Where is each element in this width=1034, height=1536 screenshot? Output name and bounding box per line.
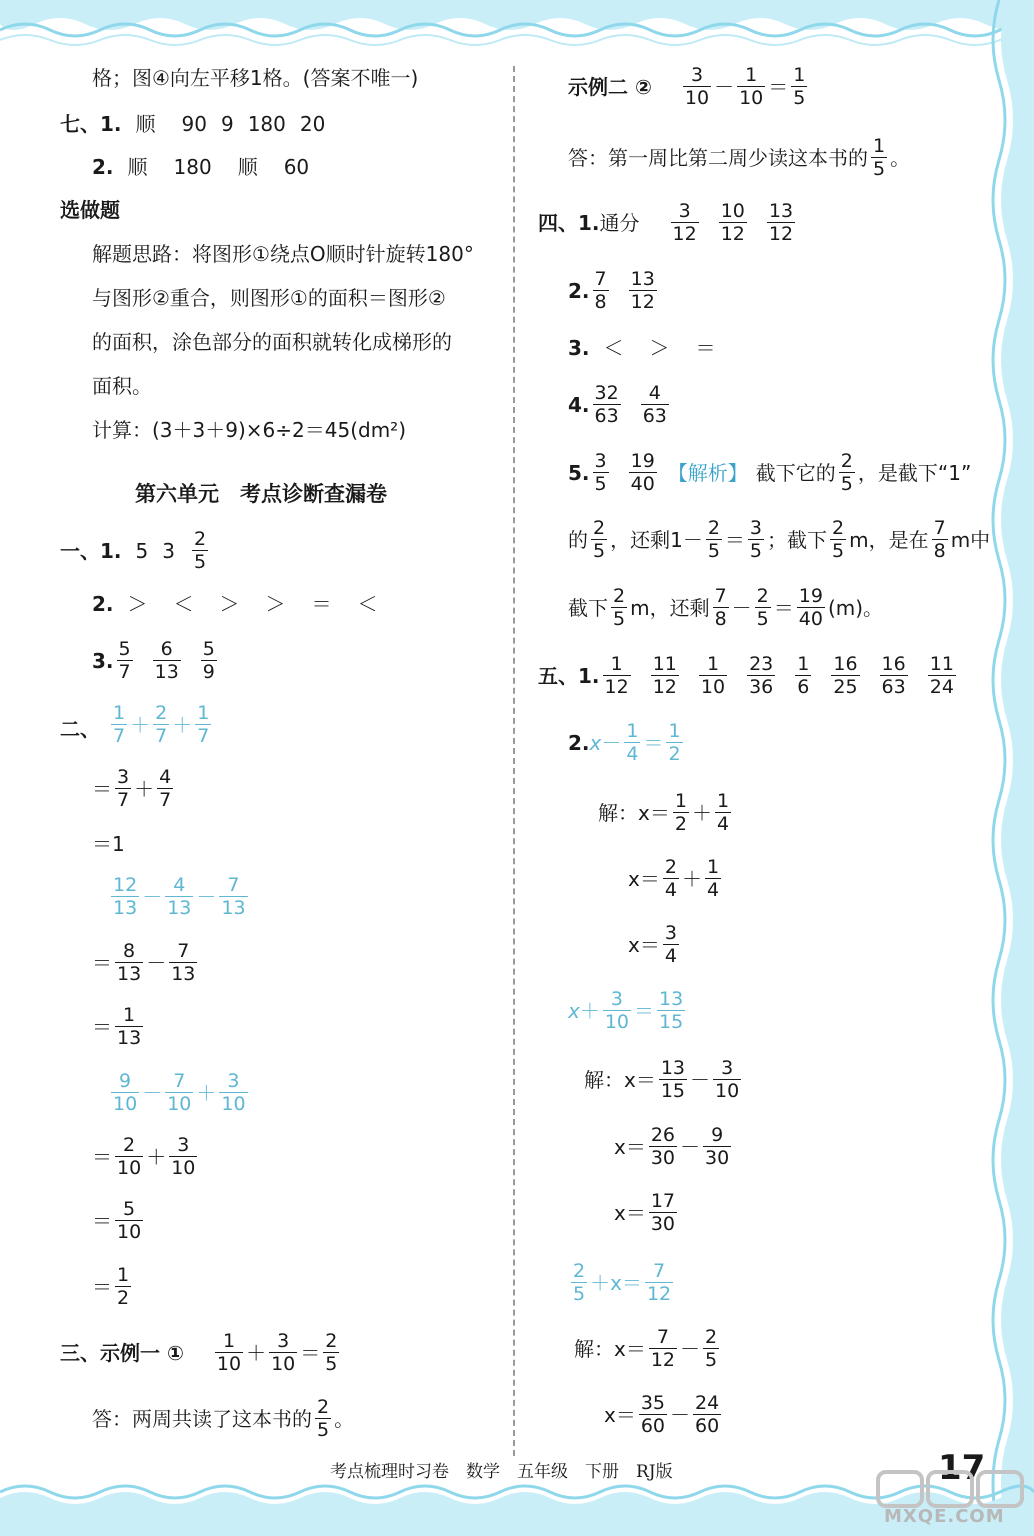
answer-3-text: 答：两周共读了这本书的 2 5 。 — [92, 1396, 355, 1441]
q7-2-item: 顺 — [127, 155, 148, 179]
q7-1-item: 180 — [247, 112, 286, 136]
q1-1-head: 一、1. — [60, 538, 122, 563]
answer-7-2 — [92, 153, 309, 181]
q1-1-a: 5 — [135, 538, 149, 563]
answer-5-2-eq2: x ＋ 3 10 ＝ 13 15 — [568, 988, 684, 1033]
q1-2-sign: ＜ — [357, 592, 378, 616]
q7-2-item: 顺 — [237, 155, 258, 179]
q1-3-head: 3. — [92, 648, 114, 673]
answer-3-example-1: 三、示例一 ① 1 10 ＋ 3 10 ＝ 2 5 — [60, 1330, 338, 1375]
answer-1-1 — [60, 528, 211, 573]
q7-1-head: 七、1. — [60, 112, 122, 136]
fraction: 2 5 — [193, 528, 207, 573]
q1-2-sign: ＝ — [311, 592, 332, 616]
answer-4-3: 3. ＜ ＞ ＝ — [568, 336, 716, 360]
solution-step: x＝ 26 30 － 9 30 — [614, 1124, 730, 1169]
solution-step: x＝ 3 4 — [628, 922, 677, 967]
footer-title: 考点梳理时习卷 数学 五年级 下册 RJ版 — [330, 1462, 673, 1482]
answer-4-1: 四、1. 通分 3 12 10 12 13 12 — [538, 200, 794, 245]
q2-head: 二、 — [60, 717, 100, 741]
q1-2-sign: ＞ — [265, 592, 286, 616]
q2-expression-3: 9 10 － 7 10 ＋ 3 10 — [113, 1070, 246, 1115]
q2-step: ＝ 8 13 － 7 13 — [92, 940, 196, 985]
calculation-line: 计算：(3＋3＋9)×6÷2＝45(dm²) — [92, 418, 406, 442]
answer-4-4: 4. 32 63 4 63 — [568, 382, 667, 427]
q7-1-item: 顺 — [135, 112, 156, 136]
analysis-tag: 【解析】 — [667, 460, 748, 485]
answer-5-1: 五、1. 1 12 11 12 1 10 23 36 1 6 16 25 16 63 11 24 — [538, 653, 954, 698]
answer-3-text-2: 答：第一周比第二周少读这本书的 1 5 。 — [568, 135, 911, 180]
top-wave-border — [0, 0, 1034, 52]
left-line-1: 格；图④向左平移1格。(答案不唯一) — [92, 66, 419, 90]
solution-step: x＝ 2 4 ＋ 1 4 — [628, 856, 720, 901]
answer-5-2-eq3: 2 5 ＋x＝ 7 12 — [573, 1260, 672, 1305]
solution-step: x＝ 17 30 — [614, 1190, 676, 1235]
q7-2-item: 60 — [283, 155, 310, 179]
answer-7-1 — [60, 110, 325, 138]
q1-2-head: 2. — [92, 592, 114, 616]
q2-step: ＝1 — [92, 832, 125, 856]
answer-4-5: 5. 3 5 19 40 【解析】 截下它的 2 5 ，是截下“1” — [568, 450, 972, 495]
q7-2-item: 180 — [173, 155, 212, 179]
q7-2-head: 2. — [92, 155, 114, 179]
answer-1-3 — [92, 638, 220, 683]
unit-title: 第六单元 考点诊断查漏卷 — [135, 482, 387, 506]
explanation-line-4: 面积。 — [92, 374, 152, 398]
answer-1-2 — [92, 590, 378, 618]
fraction: 5 9 — [202, 638, 215, 683]
solution-step: 解：x＝ 1 2 ＋ 1 4 — [598, 790, 730, 835]
page-number: 17 — [938, 1448, 986, 1488]
explanation-line-2: 与图形②重合，则图形①的面积＝图形② — [92, 286, 446, 310]
explanation-line-1: 解题思路：将图形①绕点O顺时针旋转180° — [92, 242, 474, 266]
q1-2-sign: ＜ — [173, 592, 194, 616]
q2-step: ＝ 1 13 — [92, 1004, 142, 1049]
solution-step: 解：x＝ 7 12 － 2 5 — [574, 1326, 718, 1371]
column-divider — [513, 66, 515, 1456]
solution-step: x＝ 35 60 － 24 60 — [604, 1392, 720, 1437]
answer-5-2-eq1: 2. x － 1 4 ＝ 1 2 — [568, 720, 681, 765]
explanation-line-3: 的面积，涂色部分的面积就转化成梯形的 — [92, 330, 452, 354]
q7-1-item: 9 — [220, 112, 234, 136]
analysis-line-3: 截下 2 5 m，还剩 7 8 － 2 5 ＝ 19 40 (m)。 — [568, 585, 884, 630]
analysis-line-2: 的 2 5 ，还剩1－ 2 5 ＝ 3 5 ；截下 2 5 m，是在 7 8 m中 — [568, 517, 991, 562]
right-wave-border — [985, 0, 1034, 1536]
solution-step: 解：x＝ 13 15 － 3 10 — [584, 1057, 740, 1102]
answer-3-example-2: 示例二 ② 3 10 － 1 10 ＝ 1 5 — [568, 64, 806, 109]
q1-2-sign: ＞ — [219, 592, 240, 616]
q7-1-item: 20 — [299, 112, 326, 136]
answer-4-2: 2. 7 8 13 12 — [568, 268, 655, 313]
q7-1-item: 90 — [181, 112, 207, 136]
q1-1-b: 3 — [162, 538, 175, 563]
q2-step: ＝ 1 2 — [92, 1264, 130, 1309]
q1-2-sign: ＞ — [127, 592, 148, 616]
q2-step: ＝ 3 7 ＋ 4 7 — [92, 766, 172, 811]
q2-expression-1: 1 7 ＋ 2 7 ＋ 1 7 — [113, 702, 210, 747]
q2-step: ＝ 2 10 ＋ 3 10 — [92, 1134, 196, 1179]
fraction: 6 13 — [154, 638, 179, 683]
optional-heading: 选做题 — [60, 198, 120, 222]
q2-step: ＝ 5 10 — [92, 1198, 142, 1243]
watermark-text: MXQE.COM — [884, 1506, 1005, 1527]
q2-expression-2: 12 13 － 4 13 － 7 13 — [113, 874, 246, 919]
fraction: 5 7 — [118, 638, 131, 683]
